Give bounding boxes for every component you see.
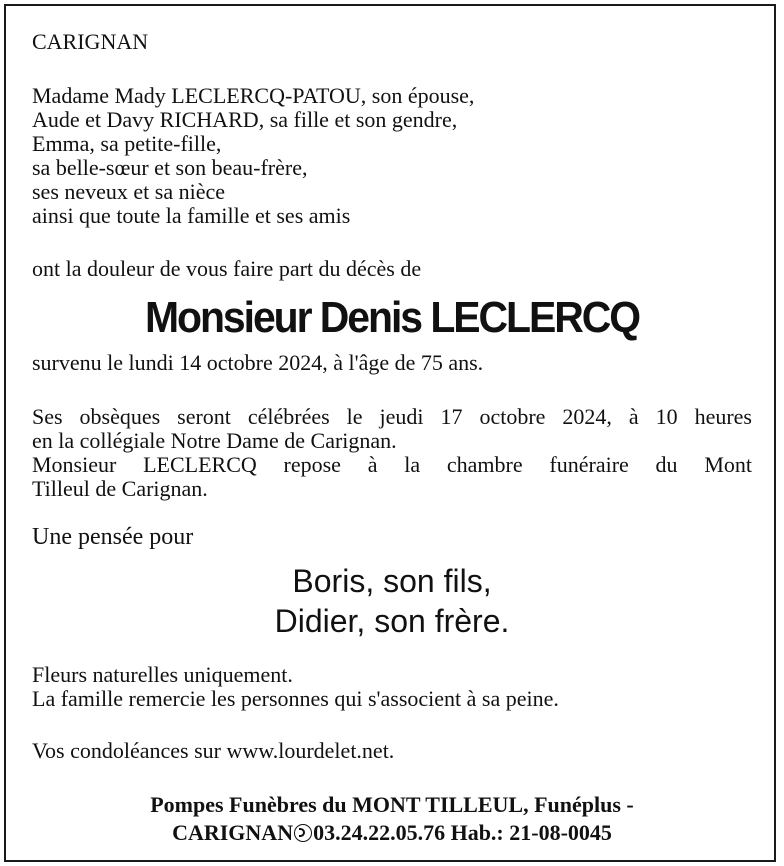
family-line: Aude et Davy RICHARD, sa fille et son gendre,	[32, 107, 458, 132]
family-line: Emma, sa petite-fille,	[32, 131, 222, 156]
remembered-line: Boris, son fils,	[292, 563, 492, 599]
obsequies-paragraph	[32, 405, 752, 501]
obsequies-line: Monsieur LECLERCQ repose à la chambre funéraire du Mont	[32, 452, 752, 477]
phone-icon	[294, 824, 312, 842]
remembered-line: Didier, son frère.	[274, 603, 510, 639]
flowers-note: Fleurs naturelles uniquement.	[32, 662, 293, 687]
family-list	[32, 84, 752, 228]
funeral-home-contact	[32, 819, 752, 847]
condolences-link-text: Vos condoléances sur www.lourdelet.net.	[32, 738, 395, 763]
funeral-home-phone: 03.24.22.05.76 Hab.: 21-08-0045	[313, 820, 612, 845]
family-line: Madame Mady LECLERCQ-PATOU, son épouse,	[32, 83, 475, 108]
announcement-text: ont la douleur de vous faire part du décès de	[32, 256, 422, 281]
deceased-name: Monsieur Denis LECLERCQ	[144, 293, 640, 342]
funeral-home-town: CARIGNAN	[172, 820, 294, 845]
obsequies-line: Tilleul de Carignan.	[32, 476, 208, 501]
family-line: sa belle-sœur et son beau-frère,	[32, 155, 308, 180]
family-line: ainsi que toute la famille et ses amis	[32, 203, 351, 228]
thanks-note: La famille remercie les personnes qui s'associent à sa peine.	[32, 686, 559, 711]
obituary-notice	[32, 30, 752, 847]
town-heading: CARIGNAN	[32, 29, 149, 54]
death-date-text: survenu le lundi 14 octobre 2024, à l'âge de 75 ans.	[32, 350, 484, 375]
obsequies-line: Ses obsèques seront célébrées le jeudi 17 octobre 2024, à 10 heures	[32, 404, 752, 429]
funeral-home-line: Pompes Funèbres du MONT TILLEUL, Funéplus -	[150, 792, 634, 817]
obsequies-line: en la collégiale Notre Dame de Carignan.	[32, 428, 397, 453]
thought-intro: Une pensée pour	[32, 524, 194, 550]
family-line: ses neveux et sa nièce	[32, 179, 226, 204]
